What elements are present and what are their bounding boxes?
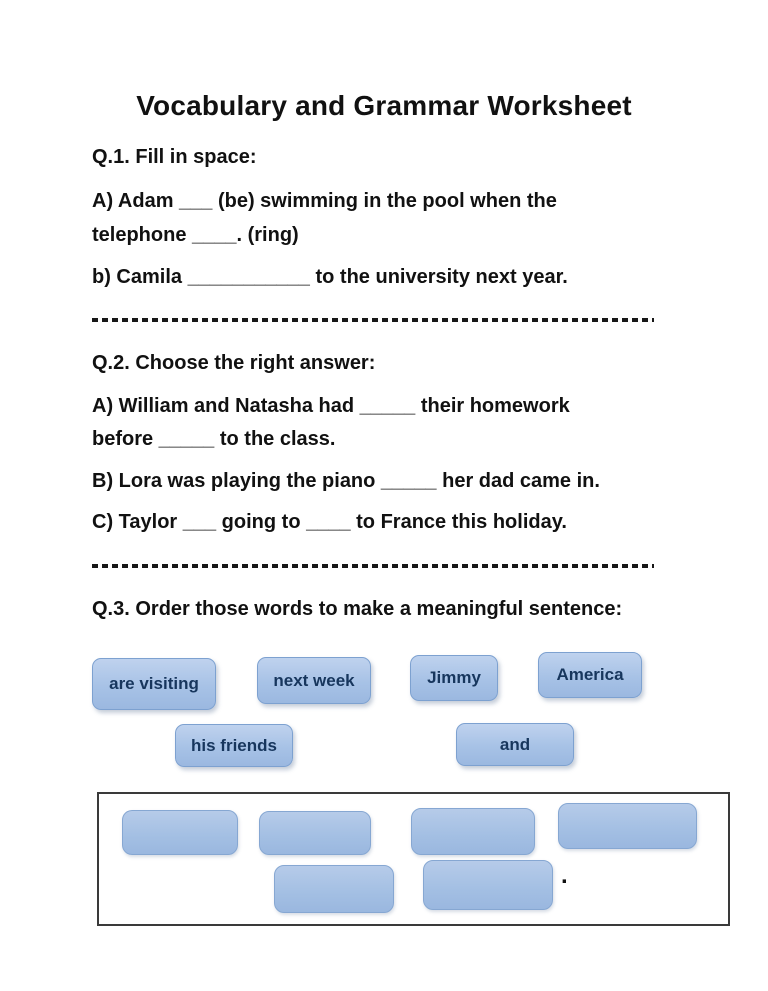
q2-item-c: C) Taylor ___ going to ____ to France this holiday. — [92, 511, 567, 533]
q2-item-b: B) Lora was playing the piano _____ her dad came in. — [92, 470, 600, 492]
q2-item-a-line2: before _____ to the class. — [92, 428, 336, 450]
answer-slot-2[interactable] — [259, 811, 371, 855]
answer-slot-3[interactable] — [411, 808, 535, 855]
word-chip-jimmy[interactable]: Jimmy — [410, 655, 498, 701]
answer-slot-6[interactable] — [423, 860, 553, 910]
q1-item-a-line1: A) Adam ___ (be) swimming in the pool when the — [92, 190, 557, 212]
word-chip-and[interactable]: and — [456, 723, 574, 766]
q3-heading: Q.3. Order those words to make a meaningful sentence: — [92, 598, 623, 620]
answer-slot-5[interactable] — [274, 865, 394, 913]
q1-item-a-line2: telephone ____. (ring) — [92, 224, 299, 246]
word-chip-his-friends[interactable]: his friends — [175, 724, 293, 767]
word-chip-are-visiting[interactable]: are visiting — [92, 658, 216, 710]
worksheet-title: Vocabulary and Grammar Worksheet — [136, 90, 632, 121]
word-chip-next-week[interactable]: next week — [257, 657, 371, 704]
answer-slot-4[interactable] — [558, 803, 697, 849]
q2-heading: Q.2. Choose the right answer: — [92, 352, 376, 374]
answer-area — [97, 792, 730, 926]
q1-heading: Q.1. Fill in space: — [92, 146, 257, 168]
q1-item-b: b) Camila ___________ to the university next year. — [92, 266, 568, 288]
word-chip-america[interactable]: America — [538, 652, 642, 698]
sentence-period: . — [561, 862, 568, 889]
q2-item-a-line1: A) William and Natasha had _____ their homework — [92, 395, 570, 417]
section-divider-2 — [92, 564, 654, 568]
section-divider-1 — [92, 318, 654, 322]
answer-slot-1[interactable] — [122, 810, 238, 855]
